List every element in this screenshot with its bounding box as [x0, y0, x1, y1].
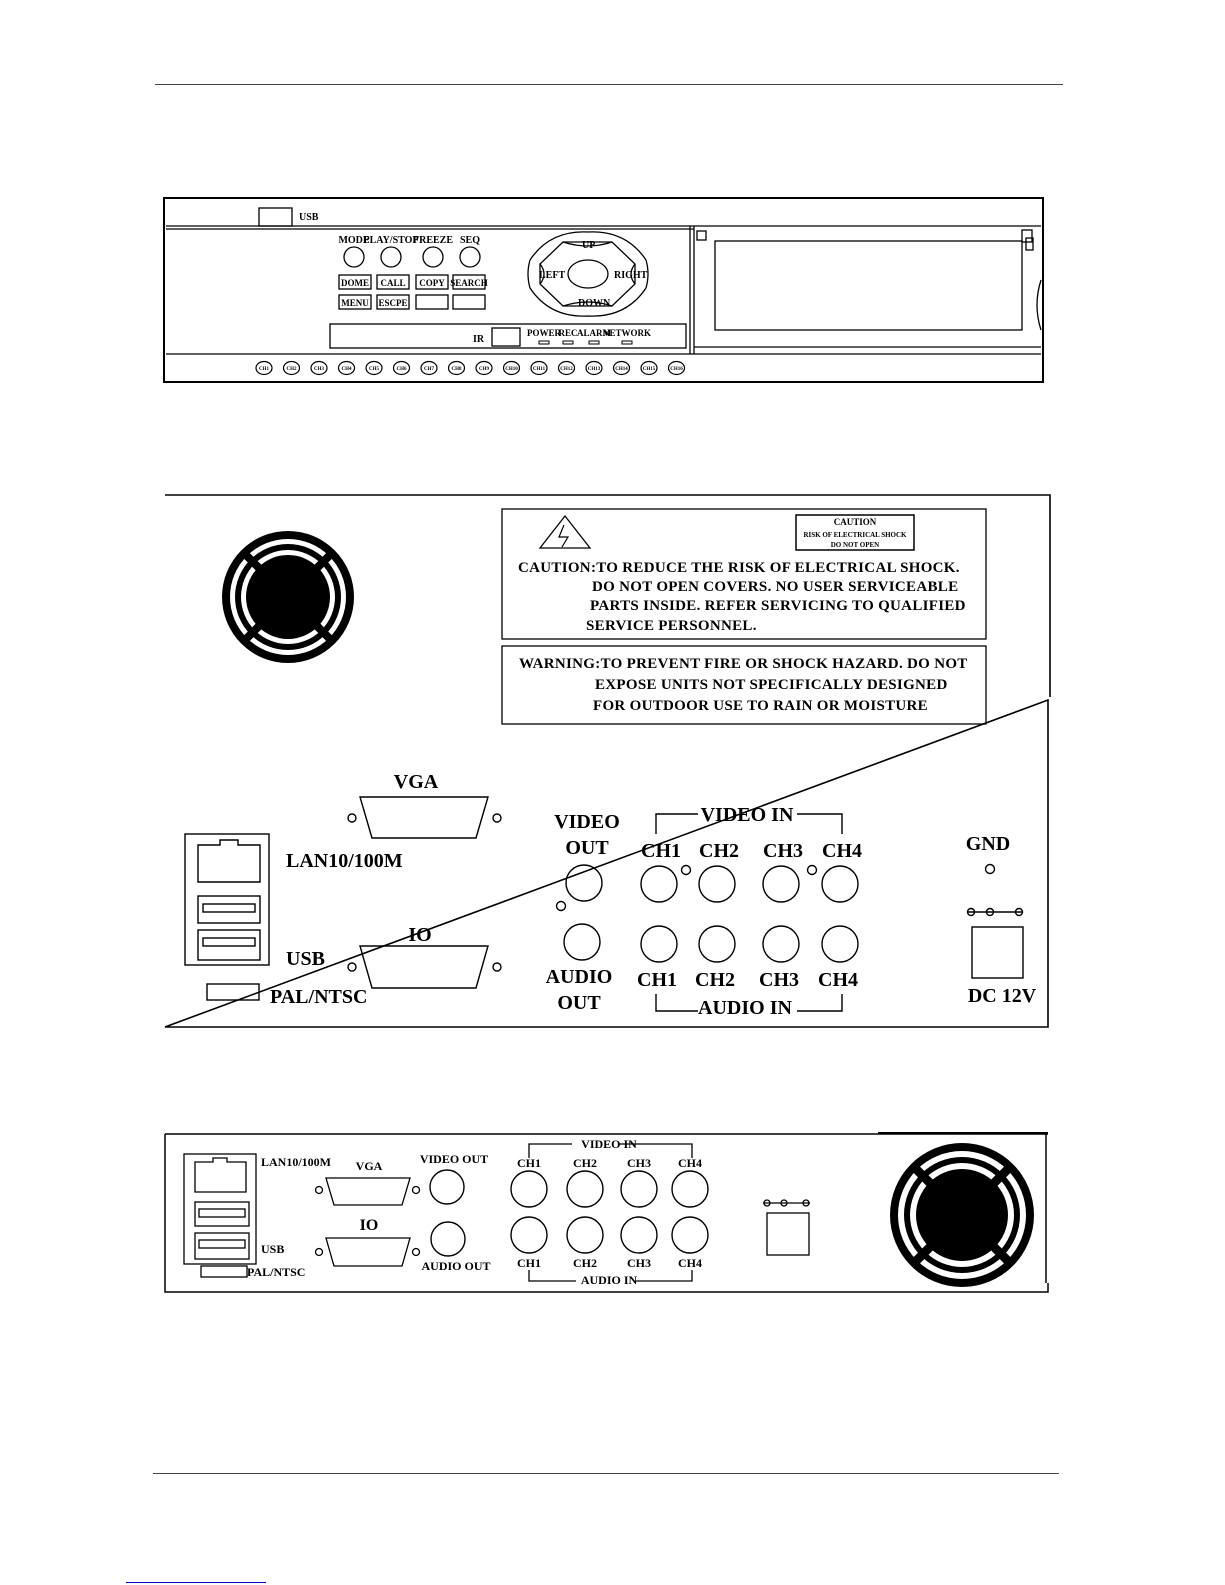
channel-button-label: CH14	[615, 367, 628, 372]
video-out-jack	[430, 1170, 464, 1204]
audio-in-jack	[621, 1217, 657, 1253]
io-label: IO	[408, 924, 432, 946]
caution-badge-line2: DO NOT OPEN	[830, 541, 880, 549]
channel-button-label: CH1	[259, 367, 269, 372]
lan-label: LAN10/100M	[261, 1155, 331, 1169]
ir-label: IR	[473, 334, 485, 345]
led-label: POWER	[526, 328, 562, 338]
audio-channel-label: CH2	[573, 1256, 597, 1270]
front-rect-button-label: COPY	[419, 278, 445, 288]
warning-text-line: FOR OUTDOOR USE TO RAIN OR MOISTURE	[593, 698, 928, 714]
video-channel-label: CH1	[517, 1156, 541, 1170]
audio-in-label: AUDIO IN	[698, 997, 792, 1019]
audio-channel-label: CH4	[678, 1256, 702, 1270]
io-label: IO	[359, 1217, 379, 1234]
dc-power-label: DC 12V	[967, 985, 1037, 1007]
video-channel-label: CH2	[699, 840, 739, 862]
fan-small-icon	[890, 1143, 1034, 1287]
caution-text-line: PARTS INSIDE. REFER SERVICING TO QUALIFIED	[590, 598, 966, 614]
video-in-jack	[511, 1171, 547, 1207]
audio-channel-label: CH3	[759, 969, 799, 991]
caution-badge-line1: RISK OF ELECTRICAL SHOCK	[803, 531, 907, 539]
channel-button-label: CH10	[505, 367, 518, 372]
channel-button-label: CH11	[532, 367, 546, 372]
channel-button-label: CH15	[642, 367, 656, 372]
caution-text-line: SERVICE PERSONNEL.	[586, 618, 757, 634]
video-in-jack	[621, 1171, 657, 1207]
channel-button-label: CH13	[587, 367, 601, 372]
audio-out-label: AUDIO OUT	[421, 1259, 491, 1273]
pal-ntsc-label: PAL/NTSC	[247, 1265, 306, 1279]
audio-channel-label: CH1	[517, 1256, 541, 1270]
footer-rule	[153, 1473, 1059, 1474]
video-out-label: VIDEO	[554, 811, 620, 833]
channel-button-label: CH16	[670, 367, 683, 372]
front-rect-button-label: SEARCH	[450, 278, 488, 288]
channel-button-label: CH4	[341, 367, 352, 372]
video-in-jack	[672, 1171, 708, 1207]
channel-button-label: CH7	[424, 367, 434, 372]
led-label: ALARM	[577, 328, 611, 338]
front-button-label: FREEZE	[412, 235, 454, 246]
audio-channel-label: CH1	[637, 969, 677, 991]
video-out-label: VIDEO OUT	[419, 1152, 489, 1166]
led-label: NETWORK	[602, 328, 652, 338]
warning-text-line: WARNING:TO PREVENT FIRE OR SHOCK HAZARD. DO NOT	[519, 656, 968, 672]
warning-text-line: EXPOSE UNITS NOT SPECIFICALLY DESIGNED	[595, 677, 948, 693]
footer-link-underline	[126, 1582, 266, 1583]
audio-channel-label: CH2	[695, 969, 735, 991]
channel-button-label: CH2	[286, 367, 297, 372]
video-in-label: VIDEO IN	[581, 1137, 637, 1151]
audio-in-jack	[567, 1217, 603, 1253]
front-rect-button-label: CALL	[380, 278, 406, 288]
nav-up-label: UP	[582, 240, 596, 251]
audio-in-jack	[511, 1217, 547, 1253]
video-channel-label: CH3	[627, 1156, 651, 1170]
video-in-label: VIDEO IN	[700, 804, 794, 826]
audio-out-label: AUDIO	[545, 966, 613, 988]
channel-button-label: CH12	[560, 367, 573, 372]
nav-right-label: RIGHT	[614, 270, 648, 281]
usb-label: USB	[261, 1242, 285, 1256]
audio-out-label: OUT	[557, 992, 601, 1014]
audio-out-jack	[431, 1222, 465, 1256]
audio-in-label: AUDIO IN	[580, 1273, 638, 1287]
led-label: REC	[558, 328, 578, 338]
lan-label: LAN10/100M	[286, 850, 403, 872]
video-out-label: OUT	[565, 837, 609, 859]
front-button-label: SEQ	[459, 235, 481, 246]
front-rect-button-label: MENU	[341, 298, 369, 308]
video-in-jack	[567, 1171, 603, 1207]
channel-button-label: CH6	[396, 367, 407, 372]
channel-button-label: CH3	[314, 367, 324, 372]
video-channel-label: CH3	[763, 840, 803, 862]
nav-down-label: DOWN	[578, 298, 611, 309]
video-channel-label: CH1	[641, 840, 681, 862]
gnd-label: GND	[965, 833, 1011, 855]
audio-in-jack	[672, 1217, 708, 1253]
vga-label: VGA	[393, 771, 439, 793]
channel-button-label: CH8	[451, 367, 462, 372]
front-rect-button-label: DOME	[341, 278, 369, 288]
caution-badge-title: CAUTION	[833, 517, 877, 527]
usb-label: USB	[286, 948, 325, 970]
video-channel-label: CH2	[573, 1156, 597, 1170]
nav-left-label: LEFT	[539, 270, 566, 281]
video-channel-label: CH4	[822, 840, 862, 862]
front-rect-button-label: ESCPE	[378, 298, 408, 308]
front-button-label: PLAY/STOP	[363, 235, 419, 246]
video-channel-label: CH4	[678, 1156, 702, 1170]
channel-button-label: CH5	[369, 367, 379, 372]
caution-text-line: DO NOT OPEN COVERS. NO USER SERVICEABLE	[592, 579, 959, 595]
vga-label: VGA	[355, 1159, 383, 1173]
caution-text-line: CAUTION:TO REDUCE THE RISK OF ELECTRICAL SHOCK.	[518, 560, 960, 576]
pal-ntsc-label: PAL/NTSC	[270, 986, 368, 1008]
front-button-label: MODE	[338, 235, 370, 246]
audio-channel-label: CH3	[627, 1256, 651, 1270]
audio-channel-label: CH4	[818, 969, 858, 991]
front-usb-label: USB	[299, 212, 319, 223]
channel-button-label: CH9	[479, 367, 489, 372]
